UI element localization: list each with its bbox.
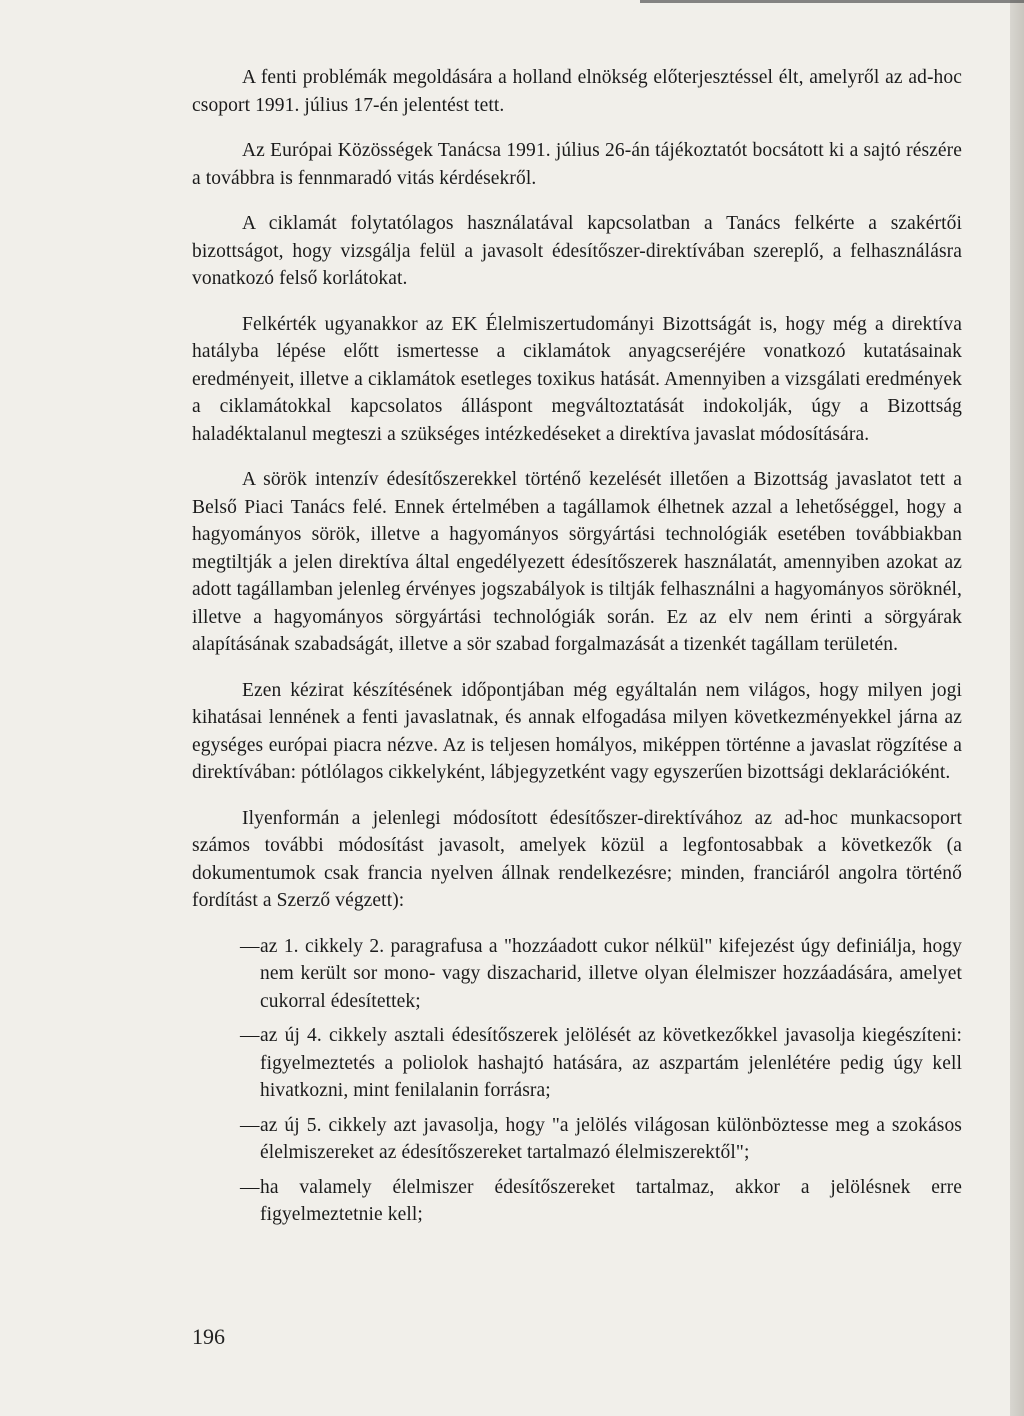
list-item-text: ha valamely élelmiszer édesítőszereket tartalmaz, akkor a jelölésnek erre figyelmeztetnie kell; bbox=[260, 1176, 962, 1225]
body-text bbox=[192, 64, 962, 1236]
list-item-text: az új 4. cikkely asztali édesítőszerek jelölését az következőkkel javasolja kiegészíteni: figyelmeztetés a poliolok hashajtó hatására, az aszpartám jelenlétére pedig úgy kell hivatkozni, mint fenilalanin forrásra; bbox=[260, 1025, 962, 1101]
page-edge-shadow bbox=[1010, 0, 1024, 1416]
list-item bbox=[192, 1112, 962, 1167]
dash-marker: — bbox=[240, 1114, 260, 1136]
paragraph: Ezen kézirat készítésének időpontjában még egyáltalán nem világos, hogy milyen jogi kihatásai lennének a fenti javaslatnak, és annak elfogadása milyen következményekkel járna az egységes európai piacra nézve. Az is teljesen homályos, miképpen történne a javaslat rögzítése a direktívában: pótlólagos cikkelyként, lábjegyzetként vagy egyszerűen bizottsági deklarációként. bbox=[192, 679, 962, 783]
proposal-list bbox=[192, 933, 962, 1229]
scan-top-line bbox=[640, 0, 1024, 3]
list-item-text: az 1. cikkely 2. paragrafusa a "hozzáadott cukor nélkül" kifejezést úgy definiálja, hogy nem került sor mono- vagy diszacharid, illetve olyan élelmiszer hozzáadására, amelyet cukorral édesítettek; bbox=[260, 935, 962, 1012]
paragraph: A fenti problémák megoldására a holland elnökség előterjesztéssel élt, amelyről az ad-hoc csoport 1991. július 17-én jelentést tett. bbox=[192, 67, 962, 116]
list-item bbox=[192, 1022, 962, 1105]
dash-marker: — bbox=[240, 935, 260, 957]
dash-marker: — bbox=[240, 1176, 260, 1198]
list-item-text: az új 5. cikkely azt javasolja, hogy "a jelölés világosan különböztesse meg a szokásos élelmiszereket az édesítőszereket tartalmazó élelmiszerektől"; bbox=[260, 1114, 962, 1163]
paragraph: Az Európai Közösségek Tanácsa 1991. július 26-án tájékoztatót bocsátott ki a sajtó részére a továbbra is fennmaradó vitás kérdésekről. bbox=[192, 140, 962, 189]
list-item bbox=[192, 933, 962, 1016]
paragraph: A ciklamát folytatólagos használatával kapcsolatban a Tanács felkérte a szakértői bizottságot, hogy vizsgálja felül a javasolt édesítőszer-direktívában szereplő, a felhasználásra vonatkozó felső korlátokat. bbox=[192, 213, 962, 289]
paragraph: Felkérték ugyanakkor az EK Élelmiszertudományi Bizottságát is, hogy még a direktíva hatályba lépése előtt ismertesse a ciklamátok anyagcseréjére vonatkozó kutatásainak eredményeit, illetve a ciklamátok esetleges toxikus hatását. Amennyiben a vizsgálati eredmények a ciklamátokkal kapcsolatos álláspont megváltoztatását indokolják, úgy a Bizottság haladéktalanul megteszi a szükséges intézkedéseket a direktíva javaslat módosítására. bbox=[192, 313, 962, 445]
dash-marker: — bbox=[240, 1025, 260, 1046]
page-number: 196 bbox=[192, 1324, 225, 1349]
paragraph: A sörök intenzív édesítőszerekkel történő kezelését illetően a Bizottság javaslatot tett a Belső Piaci Tanács felé. Ennek értelmében a tagállamok élhetnek azzal a lehetőséggel, hogy a hagyományos sörök, illetve a hagyományos sörgyártási technológiák esetében továbbiakban megtiltják a jelen direktíva által engedélyezett édesítőszerek használatát, amennyiben azokat az adott tagállamban jelenleg érvényes jogszabályok is tiltják felhasználni a hagyományos söröknél, illetve a hagyományos sörgyártási technológiák során. Ez az elv nem érinti a sörgyárak alapításának szabadságát, illetve a sör szabad forgalmazását a tizenkét tagállam területén. bbox=[192, 469, 962, 655]
paragraph: Ilyenformán a jelenlegi módosított édesítőszer-direktívához az ad-hoc munkacsoport számos további módosítást javasolt, amelyek közül a legfontosabbak a következők (a dokumentumok csak francia nyelven állnak rendelkezésre; minden, franciáról angolra történő fordítást a Szerző végzett): bbox=[192, 807, 962, 911]
list-item bbox=[192, 1174, 962, 1229]
